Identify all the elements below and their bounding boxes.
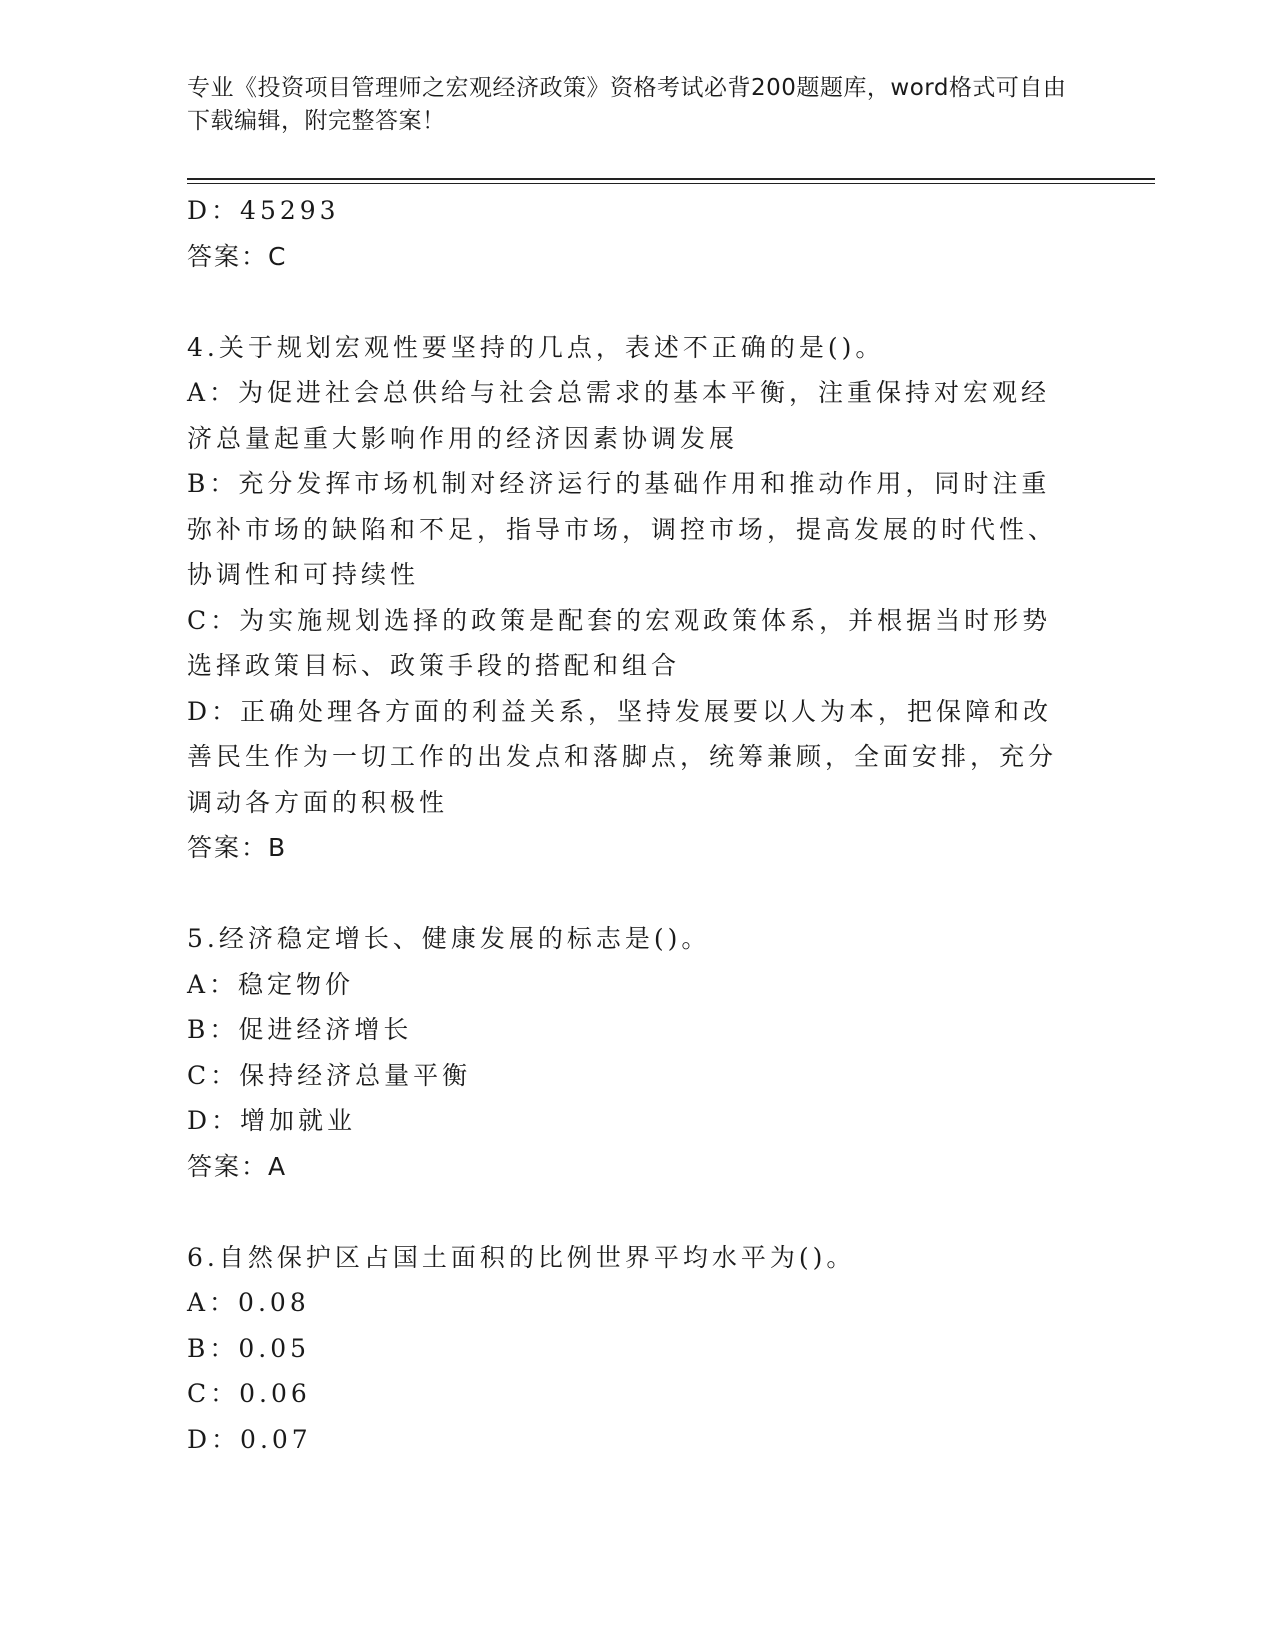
question-list — [187, 188, 1077, 1462]
option-b: B：促进经济增长 — [187, 1015, 413, 1044]
option-b: B：0.05 — [187, 1333, 311, 1363]
header-rule-thin — [187, 183, 1155, 184]
answer-line: 答案：B — [187, 833, 288, 862]
option-d: D：45293 — [187, 196, 340, 225]
question-item — [187, 1235, 1077, 1463]
option-d: D：0.07 — [187, 1424, 312, 1454]
option-c: C：为实施规划选择的政策是配套的宏观政策体系，并根据当时形势选择政策目标、政策手段的搭配和组合 — [187, 605, 1052, 680]
option-c: C：0.06 — [187, 1379, 311, 1408]
answer-line: 答案：C — [187, 241, 288, 271]
spacer — [187, 871, 1077, 917]
option-c: C：保持经济总量平衡 — [187, 1060, 472, 1090]
question-stem: 6.自然保护区占国土面积的比例世界平均水平为()。 — [187, 1242, 856, 1272]
header-rule-thick — [187, 178, 1155, 180]
option-b: B：充分发挥市场机制对经济运行的基础作用和推动作用，同时注重弥补市场的缺陷和不足，指导市场，调控市场，提高发展的时代性、协调性和可持续性 — [187, 469, 1058, 589]
answer-line: 答案：A — [187, 1151, 288, 1181]
option-a: A：为促进社会总供给与社会总需求的基本平衡，注重保持对宏观经济总量起重大影响作用的经济因素协调发展 — [187, 378, 1051, 453]
option-d: D：增加就业 — [187, 1106, 357, 1135]
spacer — [187, 279, 1077, 325]
document-header: 专业《投资项目管理师之宏观经济政策》资格考试必背200题题库，word格式可自由下载编辑，附完整答案！ — [187, 75, 1067, 134]
option-a: A：0.08 — [187, 1288, 310, 1317]
option-d: D：正确处理各方面的利益关系，坚持发展要以人为本，把保障和改善民生作为一切工作的出发点和落脚点，统筹兼顾，全面安排，充分调动各方面的积极性 — [187, 696, 1058, 817]
question-stem: 4.关于规划宏观性要坚持的几点，表述不正确的是()。 — [187, 332, 885, 362]
question-item — [187, 916, 1077, 1189]
question-item — [187, 325, 1077, 871]
question-stem: 5.经济稳定增长、健康发展的标志是()。 — [187, 924, 711, 953]
option-a: A：稳定物价 — [187, 969, 355, 999]
spacer — [187, 1189, 1077, 1235]
